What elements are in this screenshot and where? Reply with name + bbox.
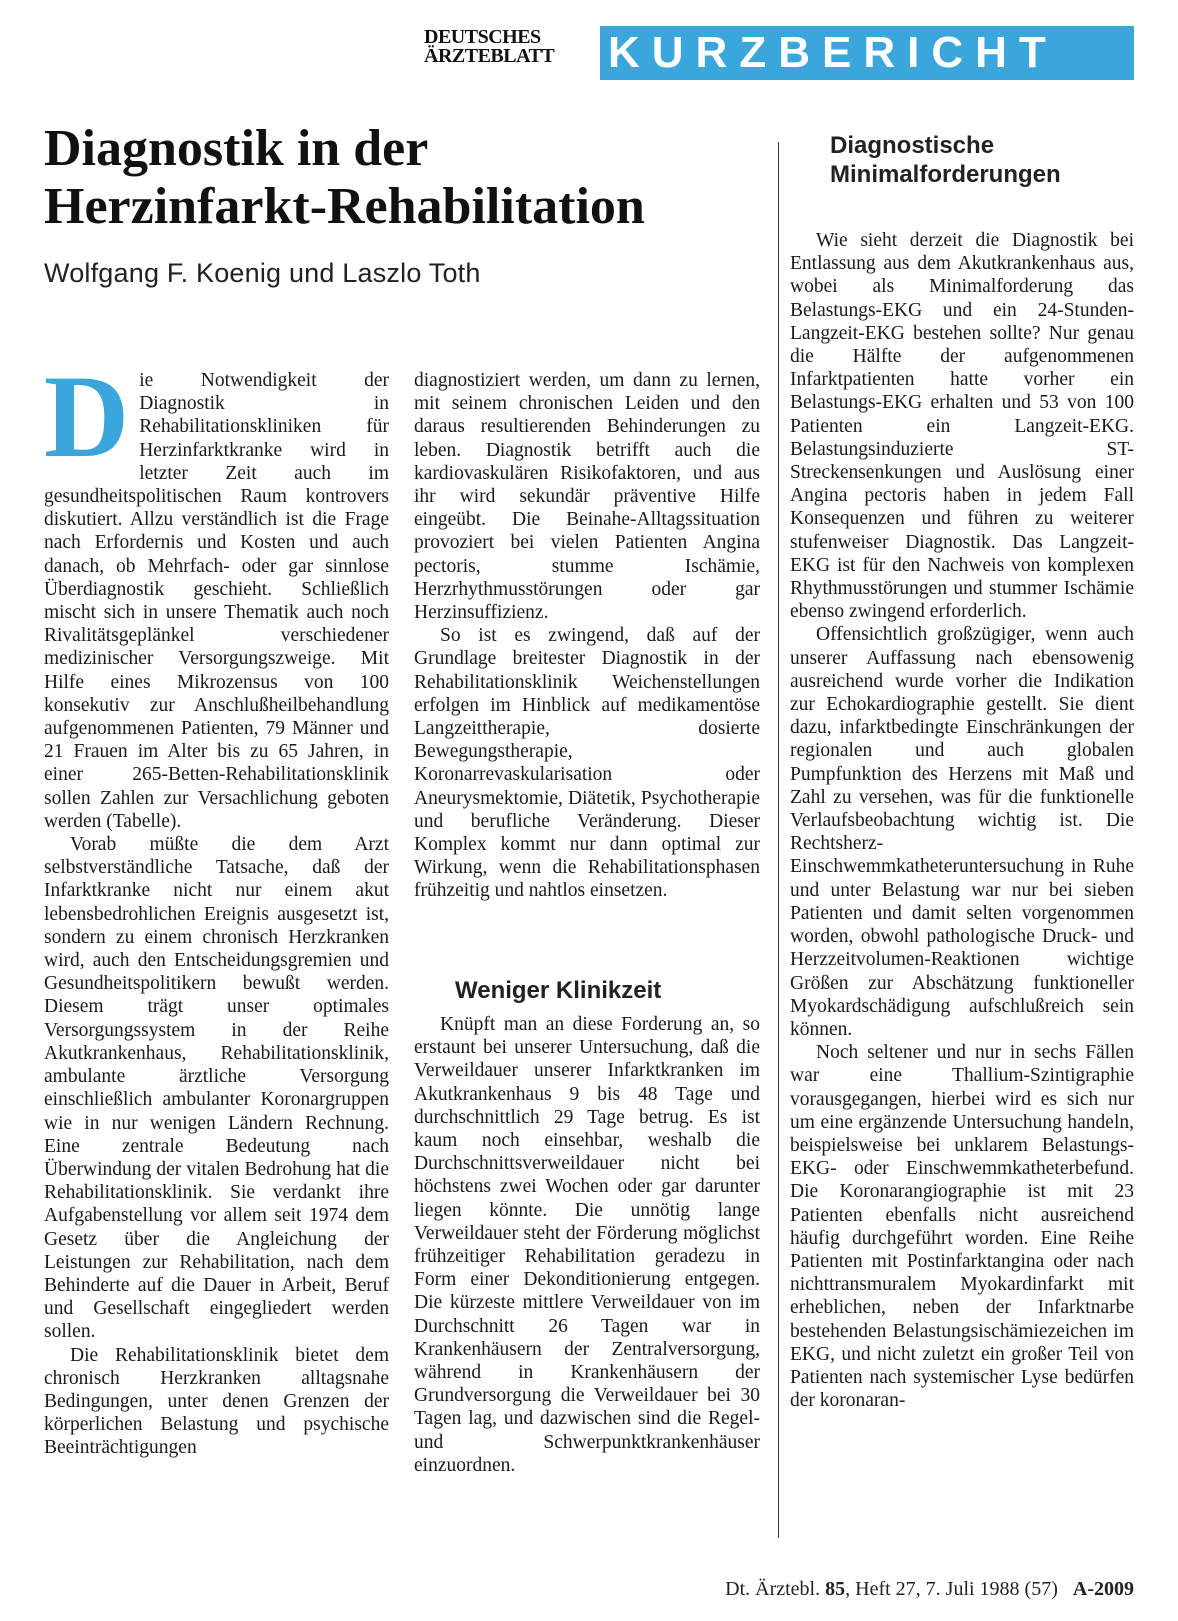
paragraph: So ist es zwingend, daß auf der Grundlage breitester Diagnostik in der Rehabilitationsklinik Weichenstellungen erfolgen im Hinblick auf medikamentöse Langzeittherapie, dosierte Bewegungstherapie, Koronarrevaskularisation oder Aneurysmektomie, Diätetik, Psychotherapie und berufliche Veränderung. Dieser Komplex kommt nur dann optimal zur Wirkung, wenn die Rehabilitationsphasen frühzeitig und nahtlos einsetzen. [414,625,760,902]
journal-masthead [424,28,554,66]
title-line2: Herzinfarkt-Rehabilitation [44,178,645,235]
page-footer [660,1578,1134,1601]
heading-line1: Diagnostische [830,132,995,159]
paragraph: Wie sieht derzeit die Diagnostik bei Entlassung aus dem Akutkrankenhaus aus, wobei als Minimalforderung das Belastungs-EKG und ein 24-Stunden-Langzeit-EKG bestehen sollte? Nur genau die Hälfte der aufgenommenen Infarktpatienten hatte vorher ein Belastungs-EKG erhalten und 53 von 100 Patienten ein Langzeit-EKG. Belastungsinduzierte ST-Streckensenkungen und Auslösung einer Angina pectoris haben in jedem Fall Konsequenzen und führen zu weiterer stufenweiser Diagnostik. Das Langzeit-EKG ist für den Nachweis von komplexen Rhythmusstörungen und stummer Ischämie ebenso zwingend erforderlich. [790,230,1134,623]
masthead-line1: DEUTSCHES [424,26,541,48]
footer-page-number: A-2009 [1072,1578,1134,1600]
article-title [44,120,764,236]
paragraph: Knüpft man an diese Forderung an, so erstaunt bei unserer Untersuchung, daß die Verweildauer unserer Infarktkranken im Akutkrankenhaus 9 bis 48 Tage und durchschnittlich 29 Tage betrug. Es ist kaum noch einsehbar, weshalb die Durchschnittsverweildauer nicht bei höchstens zwei Wochen oder gar darunter liegen könnte. Die unnötig lange Verweildauer steht der Förderung möglichst frühzeitiger Rehabilitation geradezu in Form einer Dekonditionierung entgegen. Die kürzeste mittlere Verweildauer von im Durchschnitt 26 Tagen war in Krankenhäusern der Zentralversorgung, während in Krankenhäusern der Grundversorgung die Verweildauer bei 30 Tagen lag, und dazwischen sind die Regel- und Schwerpunktkrankenhäuser einzuordnen. [414,1014,760,1476]
paragraph-text: ie Notwendigkeit der Diagnostik in Rehabilitationskliniken für Herzinfarktkranke wird in letzter Zeit auch im gesundheitspolitischen Raum kontrovers diskutiert. Allzu verständlich ist die Frage nach Erfordernis und Kosten und auch danach, ob Mehrfach- oder gar sinnlose Überdiagnostik geschieht. Schließlich mischt sich in unsere Thematik auch noch Rivalitätsgeplänkel verschiedener medizinischer Versorgungszweige. Mit Hilfe eines Mikrozensus von 100 konsekutiv zur Anschlußheilbehandlung aufgenommenen Patienten, 79 Männer und 21 Frauen im Alter bis zu 65 Jahren, in einer 265-Betten-Rehabilitationsklinik sollen Zahlen zur Versachlichung geboten werden (Tabelle). [44,370,389,832]
text-column-3 [790,229,1134,1412]
paragraph: Noch seltener und nur in sechs Fällen war eine Thallium-Szintigraphie vorausgegangen, hierbei wird es sich nur um eine ergänzende Untersuchung handeln, beispielsweise bei unklarem Belastungs-EKG- oder Einschwemmkatheterbefund. Die Koronarangiographie ist mit 23 Patienten ebenfalls nicht ausreichend häufig durchgeführt worden. Eine Reihe Patienten mit Postinfarktangina oder nach nichttransmuralem Myokardinfarkt mit erheblichen, neben der Infarktnarbe bestehenden Belastungsischämiezeichen im EKG, und nicht zuletzt ein großer Teil von Patienten nach systemischer Lyse bedürfen der koronaran- [790,1042,1134,1412]
title-line1: Diagnostik in der [44,120,429,177]
masthead-line2: ÄRZTEBLATT [424,45,555,67]
paragraph: Vorab müßte die dem Arzt selbstverständliche Tatsache, daß der Infarktkranke nicht nur einem akut lebensbedrohlichen Ereignis ausgesetzt ist, sondern zu einem chronisch Herzkranken wird, auch den Entscheidungsgremien und Gesundheitspolitikern bewußt werden. Diesem trägt unser optimales Versorgungssystem in der Reihe Akutkrankenhaus, Rehabilitationsklinik, ambulante ärztliche Versorgung einschließlich ambulanter Koronargruppen wie in nur wenigen Ländern Rechnung. Eine zentrale Bedeutung nach Überwindung der vitalen Bedrohung hat die Rehabilitationsklinik. Sie verdankt ihre Aufgabenstellung vor allem seit 1974 dem Gesetz über die Angleichung der Leistungen zur Rehabilitation, nach dem Behinderte auf die Dauer in Arbeit, Beruf und Gesellschaft eingegliedert werden sollen. [44,834,389,1343]
paragraph: diagnostiziert werden, um dann zu lernen, mit seinem chronischen Leiden und den daraus resultierenden Behinderungen zu leben. Diagnostik betrifft auch die kardiovaskulären Risikofaktoren, und aus ihr wird sekundär präventive Hilfe eingeübt. Die Beinahe-Alltagssituation provoziert bei vielen Patienten Angina pectoris, stumme Ischämie, Herzrhythmusstörungen oder gar Herzinsuffizienz. [414,370,760,624]
section-heading: Weniger Klinikzeit [455,977,662,1004]
paragraph: Die Rehabilitationsklinik bietet dem chronisch Herzkranken alltagsnahe Bedingungen, unter denen Grenzen der körperlichen Belastung und psychische Beeinträchtigungen [44,1344,389,1459]
text-column-2-continued [414,1013,760,1477]
text-column-2 [414,369,760,903]
article-authors: Wolfgang F. Koenig und Laszlo Toth [44,258,481,288]
footer-issue: , Heft 27, 7. Juli 1988 (57) [845,1578,1058,1600]
paragraph: Offensichtlich großzügiger, wenn auch unserer Auffassung nach ebensowenig ausreichend wurde vorher die Indikation zur Echokardiographie gestellt. Sie dient dazu, infarktbedingte Einschränkungen der regionalen und auch globalen Pumpfunktion des Herzens mit Maß und Zahl zu versehen, was für die funktionelle Verlaufsbeobachtung wichtig ist. Die Rechtsherz-Einschwemmkatheteruntersuchung in Ruhe und unter Belastung war nur bei sieben Patienten und damit selten vorgenommen worden, obwohl pathologische Druck- und Herzzeitvolumen-Reaktionen wichtige Größen zur Abschätzung funktioneller Myokardschädigung aufschlußreich sein können. [790,624,1134,1040]
column-divider [778,142,779,1538]
footer-volume: 85 [825,1578,846,1600]
paragraph [44,351,389,833]
section-heading [830,131,1130,189]
drop-cap: D [44,351,130,482]
footer-journal: Dt. Ärztebl. [725,1578,821,1600]
text-column-1 [44,351,389,1460]
heading-line2: Minimalforderungen [830,161,1061,188]
rubric-banner: KURZBERICHT [600,26,1134,80]
